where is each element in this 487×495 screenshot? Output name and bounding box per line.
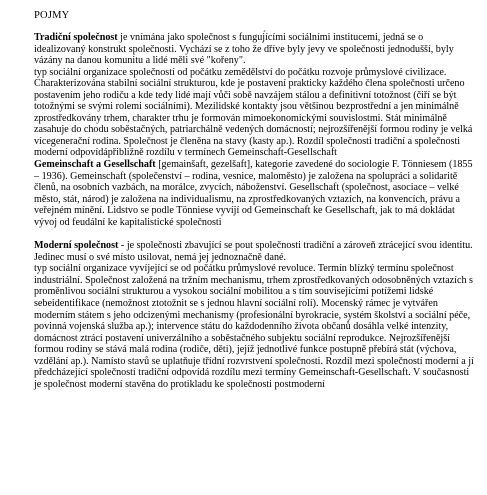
document-title: POJMY (34, 10, 70, 21)
term-modern: Moderní společnost (34, 240, 119, 252)
gemeinschaft-text: [gemainšaft, gezelšaft], kategorie zavedené do sociologie F. Tönniesem (1855 – 1936). Gemeinschaft (společenství – rodina, vesnice, maloměsto) je založena na spolupráci a solidaritě členů, na osobních vazbách, na morálce, zvycích, náboženství. Gesellschaft (společnost, asociace – velké město, stát, národ) je založena na individualismu, na zprostředkovaných vztazích, na konvencích, právu a veřejném mínění. Lidstvo se podle Tönniese vyvíjí od Gemeinschaft ke Gesellschaft, jak to má dokládat vývoj od feudální ke kapitalistické společnosti (34, 159, 473, 228)
modern-intro (34, 240, 477, 263)
gemeinschaft-paragraph (34, 159, 477, 228)
term-traditional: Tradiční společnost (34, 32, 118, 43)
traditional-intro (34, 32, 477, 67)
modern-definition: typ sociální organizace vyvíjející se od počátku průmyslové revoluce. Termín blízký termínu společnost industriální. Společnost založená na tržním mechanismu, trhem zprostředkovaných odosobněných vztazích s proměnlivou sociální strukturou a vysokou sociální mobilitou a s tím souvisejícími potížemi lidské sebeidentifikace (nemožnost ztotožnit se s jednou hlavní sociální rolí). Mocenský rámec je vytvářen moderním státem s jeho odcizenými mechanismy (profesionální byrokracie, systém školství a sociální péče, povinná vojenská služba ap.); intervence státu do každodenního života občanů dosáhla velké intenzity, domácnost ztrácí postavení univerzálního a soběstačného subjektu sociální reprodukce. Nejrozšířenější formou rodiny se stává malá rodina (rodiče, děti), jejíž jednotlivé funkce postupně přebírá stát (výchova, vzdělání ap.). Namísto stavů se uplatňuje třídní rozvrstvení společnosti. Rozdíl mezi společností moderní a jí předcházející společností tradiční odpovídá rozdílu mezi termíny Gemeinschaft-Gesellschaft. V současnosti je společnost moderní stavěna do protikladu ke společnosti postmoderní (34, 263, 474, 390)
section-gap (34, 228, 477, 240)
modern-intro-text: - je společnosti zbavující se pout společnosti tradiční a zároveň ztrácející svou identitu. Jedinec musí o své místo usilovat, nemá jej jednoznačně dané. (34, 240, 473, 263)
traditional-society-section (34, 32, 477, 228)
traditional-definition: typ sociální organizace společností od počátku zemědělství do počátku rozvoje průmyslové civilizace. Charakterizována stabilní sociální strukturou, kde je postavení prakticky každého člena společnosti určeno postavením jeho rodiču a kde tedy lidé mají vůči sobě navzájem stálou a definitivní totožnost (čiří se být totožnými se svými rolemi sociálními). Mezilidské kontakty jsou většinou bezprostřední a jen minimálně zprostředkovány trhem, charakter trhu je formován mimoekonomickými souvislostmi. Stát minimálně zasahuje do chodu soběstačných, patriarchálně vedených domácností; nejrozšířenější formou rodiny je velká vícegenerační rodina. Společnost je členěna na stavy (kasty ap.). Rozdíl společnosti tradiční a společnosti moderní odpovídápřibližně rozdílu v termínech Gemeinschaft-Gesellschaft (34, 66, 473, 159)
traditional-intro-text: je vnímána jako společnost s funguj́ícími sociálními institucemi, jedná se o idealizovaný konstrukt společnosti. Vychází se z toho že dříve byly jevy ve společnosti jednodušší, byly vázány na danou komunitu a lidé měli své "kořeny". (34, 32, 454, 67)
modern-society-section (34, 240, 477, 390)
term-gemeinschaft-gesellschaft: Gemeinschaft a Gesellschaft (34, 159, 156, 171)
